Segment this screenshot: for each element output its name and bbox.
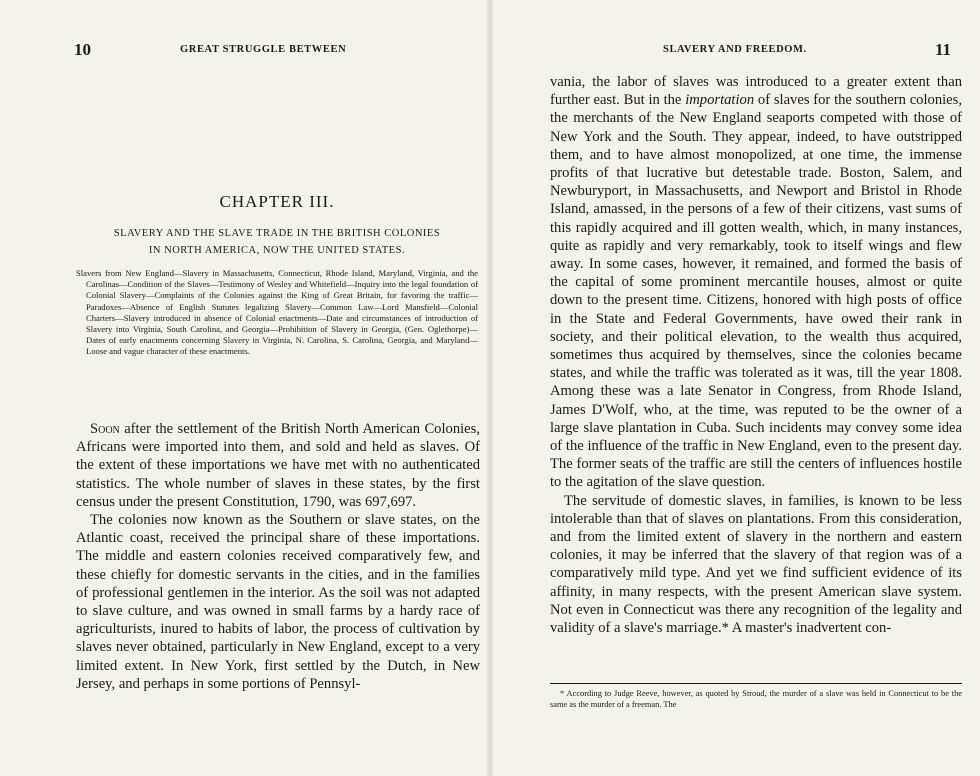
chapter-subtitle-line: IN NORTH AMERICA, NOW THE UNITED STATES. xyxy=(148,245,406,256)
paragraph xyxy=(550,73,962,492)
footnote xyxy=(550,688,962,710)
paragraph-text: after the settlement of the British North American Colonies, Africans were imported into them, and sold and held as slaves. Of the extent of these importations we have met with no authenticated statistics. The whole number of slaves in these states, by the first census under the present Constitution, 1790, was 697,697. xyxy=(76,421,480,510)
page-number: 10 xyxy=(74,40,91,59)
footnote-text: * According to Judge Reeve, however, as quoted by Stroud, the murder of a slave was held in Connecticut to be the same as the murder of a freeman. The xyxy=(550,689,962,709)
page-number: 11 xyxy=(935,40,952,59)
right-page xyxy=(490,0,980,776)
chapter-subtitle xyxy=(76,225,478,259)
chapter-subtitle-line: SLAVERY AND THE SLAVE TRADE IN THE BRITISH COLONIES xyxy=(113,228,441,239)
paragraph: The colonies now known as the Southern or slave states, on the Atlantic coast, received the principal share of these importations. The middle and eastern colonies received comparatively few, and these chiefly for domestic servants in the cities, and in the families of professional gentlemen in the interior. As the soil was not adapted to slave culture, and was owned in small farms by a hardy race of agriculturists, inured to habits of labor, the process of cultivation by slaves never obtained, particularly in New England, except to a very limited extent. In New York, first settled by the Dutch, in New Jersey, and perhaps in some portions of Pennsyl- xyxy=(76,512,480,692)
emphasis-text: importation xyxy=(685,92,755,109)
running-head: SLAVERY AND FREEDOM. xyxy=(663,44,807,55)
paragraph: The servitude of domestic slaves, in families, is known to be less intolerable than that of slaves on plantations. From this consideration, and from the limited extent of slavery in the northern and eastern colonies, it may be inferred that the slavery of that region was of a comparatively mild type. And yet we find sufficient evidence of its affinity, in many respects, with the present American slave system. Not even in Connecticut was there any recognition of the legality and validity of a slave's marriage.* A master's inadvertent con- xyxy=(550,492,962,637)
paragraph-text: of slaves for the southern colonies, the merchants of the New England seaports competed with those of New York and the South. They appear, indeed, to have outstripped them, and to have almost monopolized, at one time, the immense profits of that lucrative but detestable trade. Boston, Salem, and Newburyport, in Massachusetts, and Newport and Bristol in Rhode Island, amassed, in the persons of a few of their citizens, vast sums of this rapidly acquired and ill gotten wealth, which, in many instances, quite as rapidly and very remarkably, took to itself wings and flew away. In some cases, however, it remained, and formed the basis of the capital of some prominent mercantile houses, almost or quite down to the present time. Citizens, honored with high posts of office in the State and Federal Governments, have owed their rank in society, and their political elevation, to the wealth thus acquired, sometimes thus acquired by themselves, since the colonies became states, and while the traffic was tolerated as it was, till the year 1808. Among these was a late Senator in Congress, from Rhode Island, James D'Wolf, who, at the time, was reputed to be the owner of a large slave plantation in Cuba. Such incidents may convey some idea of the influence of the traffic in New England, even to the present day. The former seats of the traffic are still the centers of influences hostile to the agitation of the slave question. xyxy=(550,92,962,491)
left-body-text xyxy=(76,420,480,693)
right-body-text xyxy=(550,73,962,637)
chapter-title: CHAPTER III. xyxy=(219,192,335,211)
running-head: GREAT STRUGGLE BETWEEN xyxy=(180,44,347,55)
footnote-rule xyxy=(550,683,962,684)
paragraph-lead-word: Soon xyxy=(90,421,120,437)
chapter-synopsis xyxy=(76,268,478,358)
paragraph xyxy=(76,420,480,511)
paragraph-text: vania, the labor of slaves was introduced to a greater extent than further east. But in the xyxy=(550,74,962,109)
synopsis-text: Slavers from New England—Slavery in Massachusetts, Connecticut, Rhode Island, Maryland, Virginia, and the Carolinas—Condition of the Slaves—Testimony of Wesley and Whitefield—Inquiry into the legal foundation of Colonial Slavery—Complaints of the Colonies against the King of Great Britain, for favoring the traffic—Paradoxes—Absence of English Statutes legalizing Slavery—Common Law—Lord Mansfield—Colonial Charters—Slavery introduced in absence of Colonial enactments—Date and circumstances of introduction of Slavery into Virginia, South Carolina, and Georgia—Prohibition of Slavery in Georgia, (Gen. Oglethorpe)—Dates of early enactments concerning Slavery in Virginia, N. Carolina, S. Carolina, Georgia, and Maryland—Loose and vague character of these enactments. xyxy=(76,268,478,357)
